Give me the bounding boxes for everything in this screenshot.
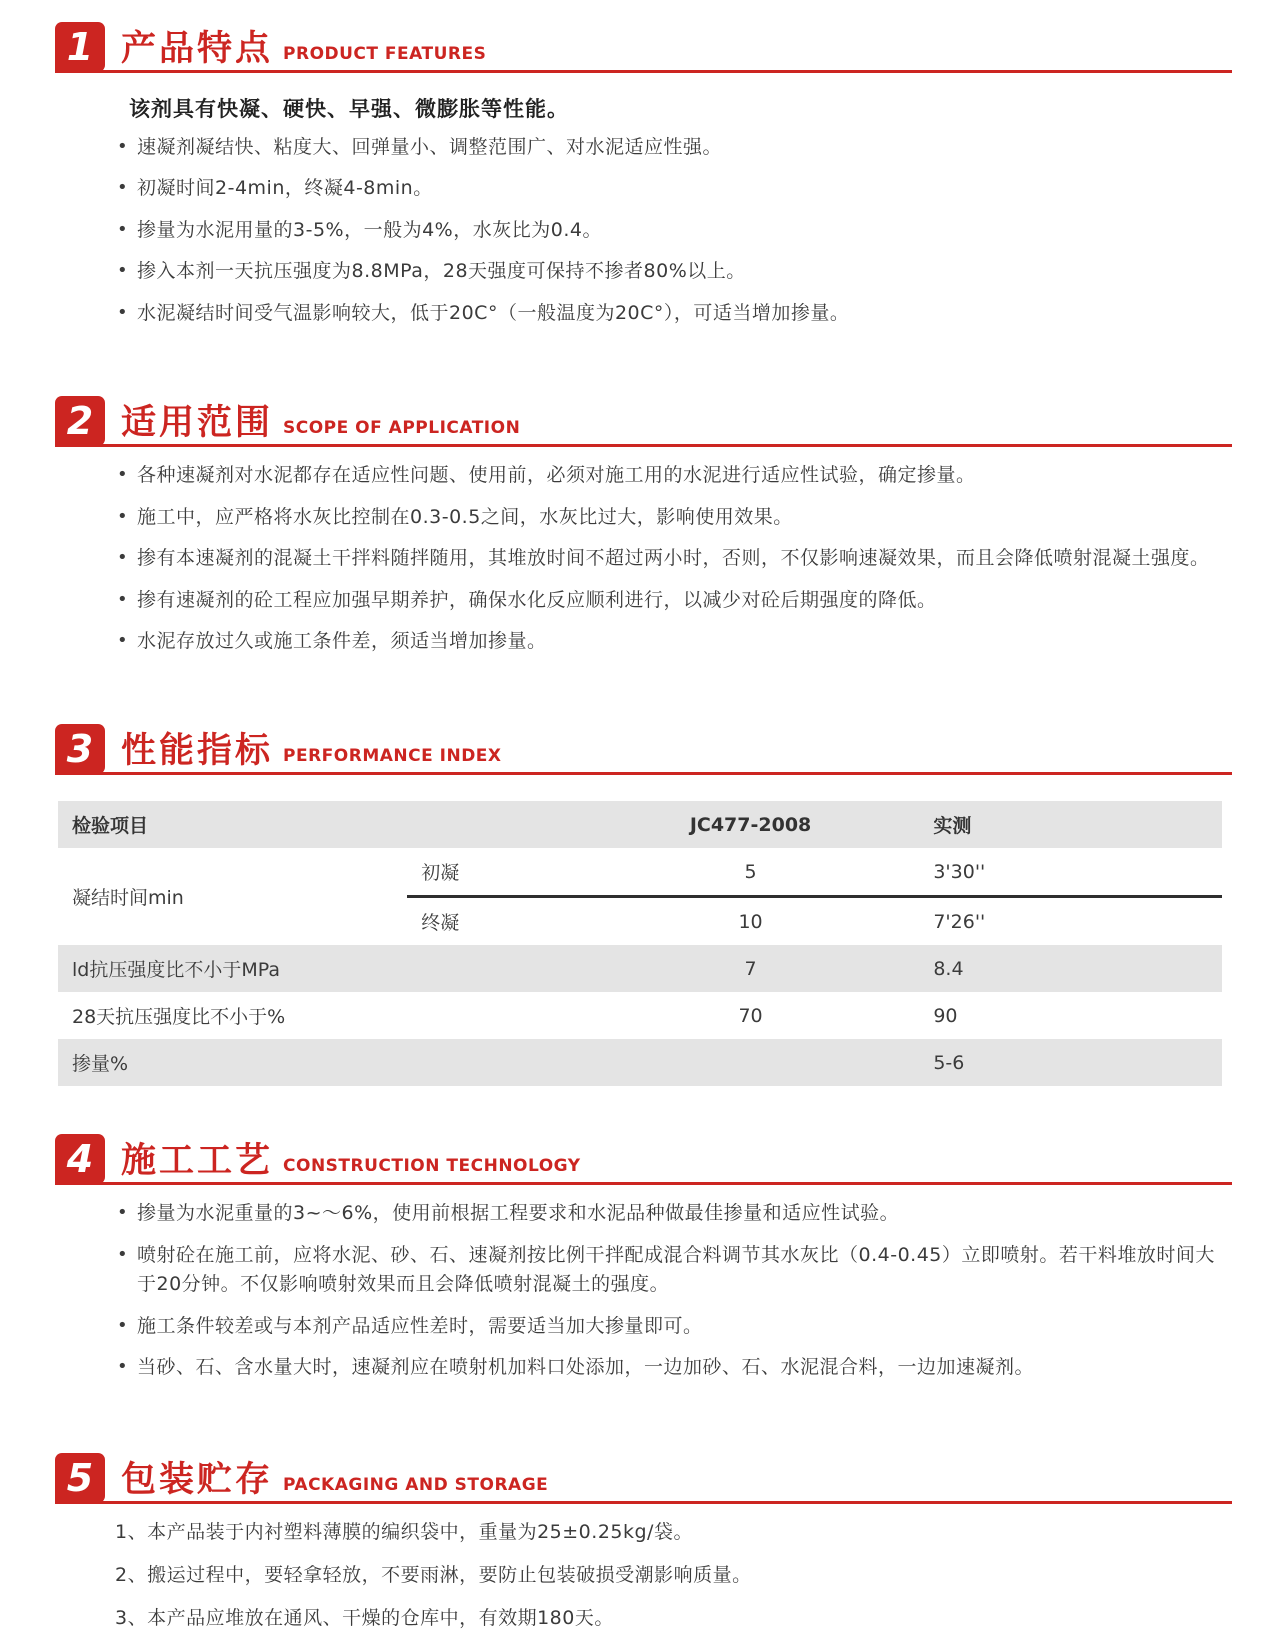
section-gap — [55, 340, 1232, 396]
section-header — [55, 1453, 1232, 1504]
table-cell-standard: 70 — [738, 1004, 763, 1027]
section-title-zh: 适用范围 — [121, 403, 274, 444]
performance-table — [58, 801, 1222, 1086]
section-number-badge: 2 — [55, 396, 105, 446]
bullet-item: • 施工中，应严格将水灰比控制在0.3-0.5之间，水灰比过大，影响使用效果。 — [115, 503, 1222, 532]
section-gap — [55, 1395, 1232, 1453]
table-cell-measured: 7'26'' — [933, 910, 986, 933]
table-header-measured: 实测 — [933, 815, 972, 838]
section-body — [55, 447, 1232, 656]
section-body — [55, 73, 1232, 328]
section-title-zh: 施工工艺 — [121, 1141, 274, 1182]
section-gap — [55, 668, 1232, 724]
bullet-item: • 水泥存放过久或施工条件差，须适当增加掺量。 — [115, 627, 1222, 656]
table-cell-sub: 终凝 — [421, 912, 460, 935]
section-title-en: SCOPE OF APPLICATION — [283, 418, 521, 439]
section-construction-technology — [55, 1134, 1232, 1382]
table-row-1d-strength — [58, 945, 1222, 992]
table-cell-item: ld抗压强度比不小于MPa — [72, 959, 280, 982]
table-cell-item: 掺量% — [72, 1053, 129, 1076]
table-cell-measured: 3'30'' — [919, 848, 1222, 897]
performance-table-wrap — [55, 775, 1232, 1086]
section-title-zh: 包装贮存 — [121, 1459, 274, 1500]
section-title-en: PRODUCT FEATURES — [283, 44, 487, 64]
table-cell-item: 28天抗压强度比不小于% — [72, 1006, 286, 1029]
table-header-row — [58, 801, 1222, 848]
section-title-zh: 产品特点 — [121, 29, 274, 69]
section-number-badge: 5 — [55, 1453, 105, 1503]
section-title-en: PERFORMANCE INDEX — [283, 746, 502, 767]
section-header — [55, 22, 1232, 73]
table-cell-measured: 8.4 — [933, 957, 964, 980]
table-cell-standard: 7 — [744, 957, 757, 980]
section-intro: 该剂具有快凝、硬快、早强、微膨胀等性能。 — [129, 97, 569, 121]
bullet-item: • 水泥凝结时间受气温影响较大，低于20C°（一般温度为20C°），可适当增加掺量。 — [115, 299, 1222, 328]
table-cell-measured: 5-6 — [933, 1051, 965, 1074]
section-title-en: CONSTRUCTION TECHNOLOGY — [283, 1156, 581, 1177]
table-row-dosage — [58, 1039, 1222, 1086]
table-cell-measured: 90 — [933, 1004, 958, 1027]
section-scope-of-application — [55, 396, 1232, 656]
numbered-item: 2、搬运过程中，要轻拿轻放，不要雨淋，要防止包装破损受潮影响质量。 — [115, 1564, 752, 1586]
bullet-item: • 掺量为水泥用量的3-5%，一般为4%，水灰比为0.4。 — [115, 216, 1222, 245]
table-header-item: 检验项目 — [72, 815, 149, 838]
bullet-item: • 掺有速凝剂的砼工程应加强早期养护，确保水化反应顺利进行，以减少对砼后期强度的降低。 — [115, 586, 1222, 615]
section-title-zh: 性能指标 — [121, 731, 274, 772]
bullet-item: • 掺量为水泥重量的3~～6%，使用前根据工程要求和水泥品种做最佳掺量和适应性试验。 — [115, 1199, 1222, 1228]
numbered-item: 3、本产品应堆放在通风、干燥的仓库中，有效期180天。 — [115, 1607, 614, 1630]
section-body — [55, 1185, 1232, 1382]
bullet-item: • 喷射砼在施工前，应将水泥、砂、石、速凝剂按比例干拌配成混合料调节其水灰比（0.4-0.45）立即喷射。若干料堆放时间大于20分钟。不仅影响喷射效果而且会降低喷射混凝土的强度。 — [115, 1241, 1222, 1300]
section-title-en: PACKAGING AND STORAGE — [283, 1474, 549, 1495]
section-number-badge: 3 — [55, 724, 105, 774]
section-performance-index — [55, 724, 1232, 1086]
section-number-badge: 1 — [55, 22, 105, 72]
bullet-item: • 速凝剂凝结快、粘度大、回弹量小、调整范围广、对水泥适应性强。 — [115, 133, 1222, 162]
table-cell-standard: 5 — [582, 848, 920, 897]
section-number-badge: 4 — [55, 1134, 105, 1184]
bullet-item: • 当砂、石、含水量大时，速凝剂应在喷射机加料口处添加，一边加砂、石、水泥混合料，一边加速凝剂。 — [115, 1353, 1222, 1382]
bullet-item: • 掺入本剂一天抗压强度为8.8MPa，28天强度可保持不掺者80%以上。 — [115, 257, 1222, 286]
bullet-item: • 初凝时间2-4min，终凝4-8min。 — [115, 174, 1222, 203]
section-body — [55, 1504, 1232, 1634]
section-product-features — [55, 22, 1232, 328]
numbered-item: 1、本产品装于内衬塑料薄膜的编织袋中，重量为25±0.25kg/袋。 — [115, 1520, 693, 1543]
bullet-item: • 各种速凝剂对水泥都存在适应性问题、使用前，必须对施工用的水泥进行适应性试验，确定掺量。 — [115, 461, 1222, 490]
section-header — [55, 724, 1232, 775]
section-header — [55, 1134, 1232, 1185]
table-cell-standard: 10 — [738, 910, 763, 933]
section-packaging-and-storage — [55, 1453, 1232, 1634]
table-header-standard: JC477-2008 — [689, 813, 812, 836]
table-row-initial-setting — [58, 848, 1222, 897]
bullet-item: • 施工条件较差或与本剂产品适应性差时，需要适当加大掺量即可。 — [115, 1312, 1222, 1341]
bullet-item: • 掺有本速凝剂的混凝土干拌料随拌随用，其堆放时间不超过两小时，否则，不仅影响速凝效果，而且会降低喷射混凝土强度。 — [115, 544, 1222, 573]
table-row-28d-strength — [58, 992, 1222, 1039]
section-header — [55, 396, 1232, 447]
table-cell-standard — [582, 1039, 920, 1086]
section-gap — [55, 1086, 1232, 1134]
table-cell-sub: 初凝 — [407, 848, 582, 897]
table-cell-setting-time-label: 凝结时间min — [72, 887, 184, 910]
